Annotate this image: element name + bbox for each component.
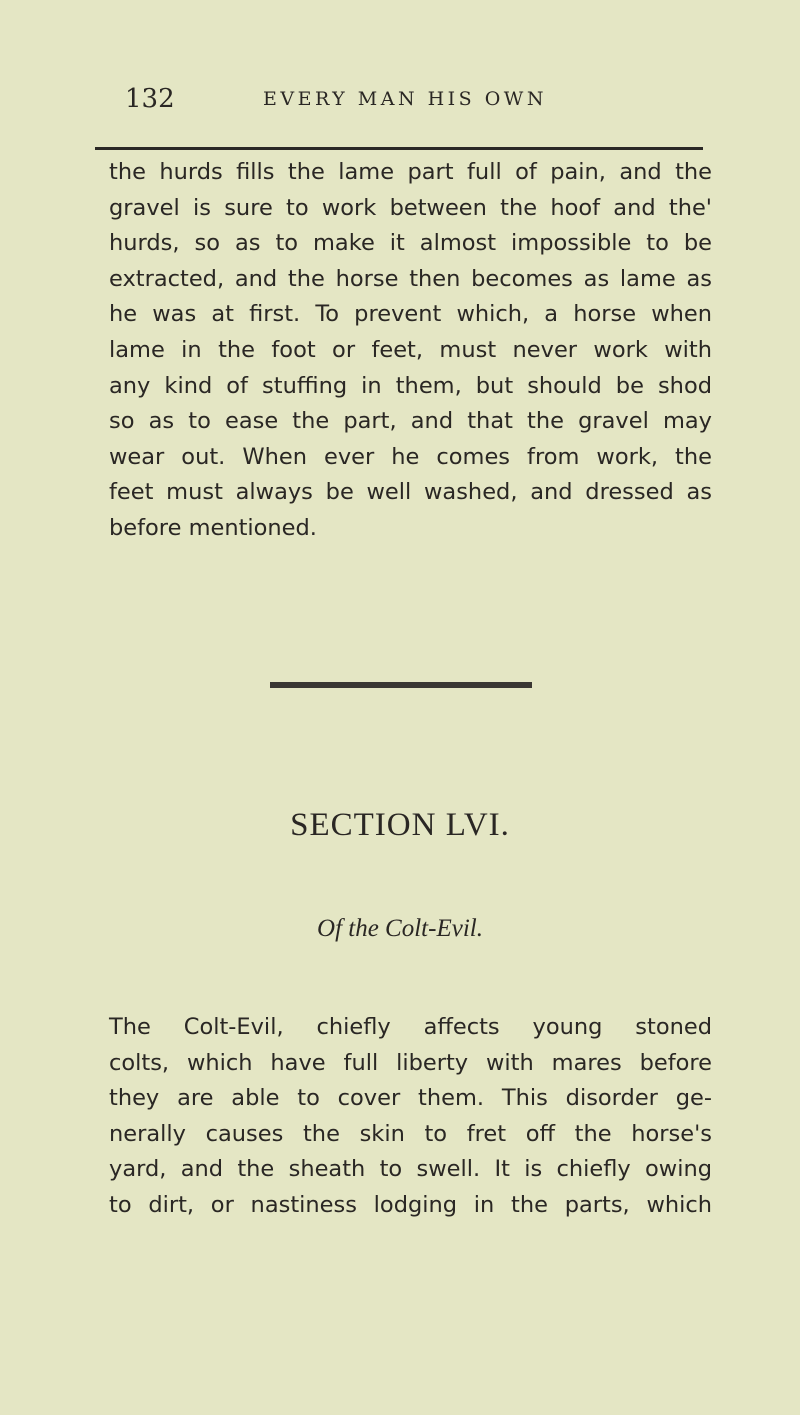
text-line: so as to ease the part, and that the gravel may xyxy=(109,408,712,435)
text-line: extracted, and the horse then becomes as lame as xyxy=(109,265,712,292)
text-line: before mentioned. xyxy=(109,514,317,541)
section-divider xyxy=(270,682,532,688)
header-rule xyxy=(95,147,703,150)
text-line: feet must always be well washed, and dressed as xyxy=(109,479,712,506)
page-number: 132 xyxy=(125,84,175,114)
text-line: The Colt-Evil, chiefly affects young stoned xyxy=(109,1014,712,1040)
text-line: they are able to cover them. This disorder ge- xyxy=(109,1085,712,1112)
text-line: the hurds fills the lame part full of pain, and the xyxy=(109,159,712,185)
text-line: colts, which have full liberty with mares before xyxy=(109,1049,712,1076)
paragraph-2 xyxy=(109,1010,712,1224)
paragraph-1 xyxy=(109,155,712,547)
text-line: lame in the foot or feet, must never work with xyxy=(109,336,712,363)
text-line: any kind of stuffing in them, but should be shod xyxy=(109,372,712,399)
running-title: EVERY MAN HIS OWN xyxy=(263,88,547,110)
running-head xyxy=(125,78,685,118)
text-line: yard, and the sheath to swell. It is chiefly owing xyxy=(109,1156,712,1183)
text-line: wear out. When ever he comes from work, the xyxy=(109,443,712,470)
section-title: SECTION LVI. xyxy=(290,807,510,843)
text-line: to dirt, or nastiness lodging in the parts, which xyxy=(109,1191,712,1218)
text-line: he was at first. To prevent which, a horse when xyxy=(109,301,712,328)
text-line: hurds, so as to make it almost impossible to be xyxy=(109,230,712,257)
text-line: nerally causes the skin to fret off the horse's xyxy=(109,1120,712,1147)
text-line: gravel is sure to work between the hoof and the' xyxy=(109,194,712,221)
section-subtitle: Of the Colt-Evil. xyxy=(317,915,483,942)
